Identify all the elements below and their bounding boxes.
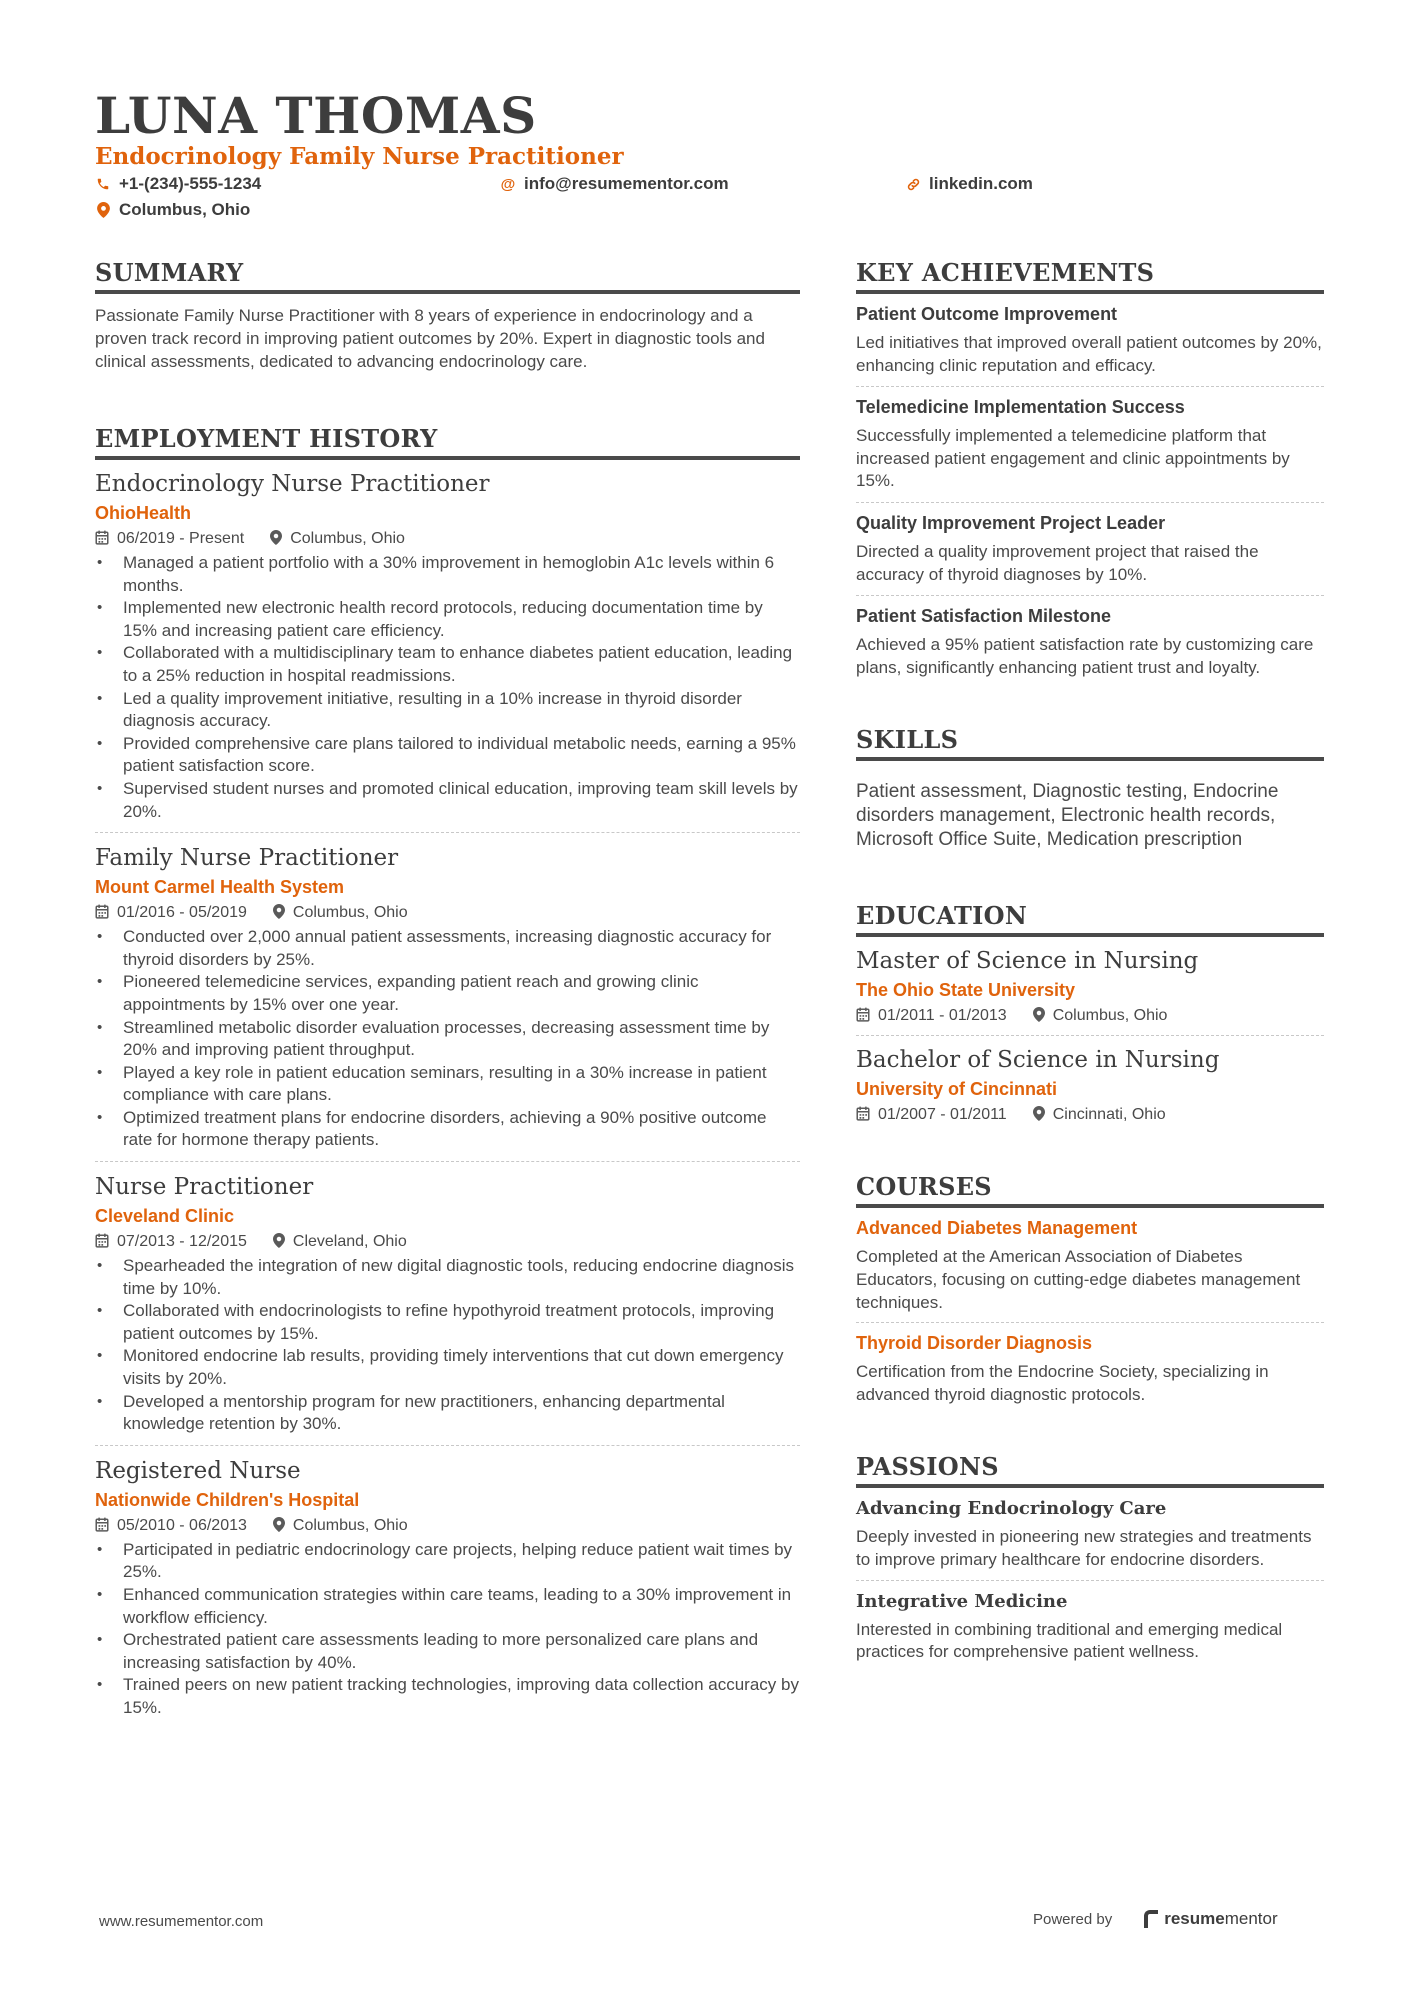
summary-section [95, 258, 800, 373]
calendar-icon [95, 1517, 109, 1535]
school-name: The Ohio State University [856, 980, 1076, 1001]
date-location-row [95, 1517, 800, 1535]
achievement-desc: Successfully implemented a telemedicine platform that increased patient engagement and clinic appointments by 15%. [856, 426, 1290, 491]
location: Cleveland, Ohio [292, 1233, 407, 1251]
achievement-list [856, 294, 1324, 688]
course-item [856, 1322, 1324, 1414]
achievement-desc: Achieved a 95% patient satisfaction rate by customizing care plans, significantly enhancing patient trust and loyalty. [856, 635, 1314, 677]
calendar-icon [95, 1233, 109, 1251]
job-bullets [95, 926, 800, 1152]
degree-title: Bachelor of Science in Nursing [856, 1047, 1220, 1074]
course-title: Advanced Diabetes Management [856, 1218, 1138, 1239]
passions-section [856, 1452, 1324, 1671]
location-pin-icon [273, 1233, 285, 1251]
job-entry [95, 469, 800, 832]
course-desc: Certification from the Endocrine Society, specializing in advanced thyroid diagnostic protocols. [856, 1362, 1269, 1404]
summary-text: Passionate Family Nurse Practitioner with 8 years of experience in endocrinology and a proven track record in improving patient outcomes by 20%. Expert in diagnostic tools and clinical assessments, dedicated to advancing endocrinology care. [95, 306, 765, 371]
location-text: Columbus, Ohio [119, 200, 251, 219]
date-range: 07/2013 - 12/2015 [117, 1233, 247, 1251]
calendar-icon [95, 904, 109, 922]
education-section [856, 901, 1324, 1134]
achievement-desc: Led initiatives that improved overall patient outcomes by 20%, enhancing clinic reputation and efficacy. [856, 333, 1322, 375]
contact-email [500, 174, 729, 194]
bullet-item: • Collaborated with a multidisciplinary team to enhance diabetes patient education, leading to a 25% reduction in hospital readmissions. [95, 642, 800, 687]
achievement-item [856, 294, 1324, 386]
location-pin-icon [273, 904, 285, 922]
job-list [95, 469, 800, 1729]
bullet-item: • Collaborated with endocrinologists to refine hypothyroid treatment protocols, improving patient outcomes by 15%. [95, 1300, 800, 1345]
passion-desc: Deeply invested in pioneering new strategies and treatments to improve primary healthcare for endocrine disorders. [856, 1527, 1312, 1569]
location: Columbus, Ohio [1052, 1007, 1168, 1025]
left-column [95, 258, 800, 1729]
date-location-row [95, 904, 800, 922]
powered-by-label: Powered by [1033, 1910, 1113, 1928]
footer-powered [1033, 1909, 1278, 1929]
achievement-desc: Directed a quality improvement project that raised the accuracy of thyroid diagnoses by 10%. [856, 541, 1259, 584]
location-pin-icon [270, 530, 282, 548]
phone-icon [95, 177, 111, 191]
location-pin-icon [1033, 1007, 1045, 1025]
passion-list [856, 1488, 1324, 1671]
education-item [856, 1035, 1324, 1134]
employment-section [95, 424, 800, 1729]
phone-text[interactable]: +1-(234)-555-1234 [119, 174, 262, 193]
contact-phone [95, 174, 261, 194]
at-icon: @ [500, 175, 516, 193]
skills-section [856, 725, 1324, 852]
bullet-item: • Spearheaded the integration of new digital diagnostic tools, reducing endocrine diagnosis time by 10%. [95, 1255, 800, 1300]
linkedin-link[interactable]: linkedin.com [929, 174, 1033, 193]
skills-heading: SKILLS [856, 725, 1324, 761]
school-name: University of Cincinnati [856, 1079, 1058, 1100]
passion-title: Advancing Endocrinology Care [856, 1498, 1167, 1520]
passions-heading: PASSIONS [856, 1452, 1324, 1488]
date-range: 01/2007 - 01/2011 [878, 1106, 1007, 1124]
education-list [856, 937, 1324, 1134]
bullet-item: • Orchestrated patient care assessments leading to more personalized care plans and increasing satisfaction by 40%. [95, 1629, 800, 1674]
date-location-row [856, 1106, 1324, 1124]
bullet-item: • Streamlined metabolic disorder evaluation processes, decreasing assessment time by 20% and improving patient throughput. [95, 1017, 800, 1062]
courses-section [856, 1172, 1324, 1414]
location-pin-icon [273, 1517, 285, 1535]
link-icon [905, 177, 921, 192]
job-entry [95, 832, 800, 1161]
courses-heading: COURSES [856, 1172, 1324, 1208]
bullet-item: • Conducted over 2,000 annual patient assessments, increasing diagnostic accuracy for thyroid disorders by 25%. [95, 926, 800, 971]
calendar-icon [95, 530, 109, 548]
job-title: Endocrinology Nurse Practitioner [95, 471, 490, 497]
achievement-item [856, 595, 1324, 688]
bullet-item: • Played a key role in patient education seminars, resulting in a 30% increase in patient compliance with care plans. [95, 1062, 800, 1107]
contact-linkedin [905, 174, 1033, 194]
bullet-item: • Monitored endocrine lab results, providing timely interventions that cut down emergency visits by 20%. [95, 1345, 800, 1390]
contact-location [95, 200, 250, 220]
education-heading: EDUCATION [856, 901, 1324, 937]
skills-text: Patient assessment, Diagnostic testing, Endocrine disorders management, Electronic health records, Microsoft Office Suite, Medication prescription [856, 781, 1279, 851]
passion-item [856, 1580, 1324, 1672]
footer-website[interactable]: www.resumementor.com [99, 1913, 264, 1930]
course-list [856, 1208, 1324, 1414]
candidate-name: LUNA THOMAS [95, 86, 537, 145]
company-name: Cleveland Clinic [95, 1206, 235, 1227]
location: Columbus, Ohio [292, 1516, 408, 1534]
achievements-heading: KEY ACHIEVEMENTS [856, 258, 1324, 294]
location: Cincinnati, Ohio [1052, 1106, 1166, 1124]
bullet-item: • Developed a mentorship program for new practitioners, enhancing departmental knowledge retention by 30%. [95, 1391, 800, 1436]
course-title: Thyroid Disorder Diagnosis [856, 1333, 1093, 1354]
bullet-item: • Provided comprehensive care plans tailored to individual metabolic needs, earning a 95% patient satisfaction score. [95, 733, 800, 778]
achievement-item [856, 502, 1324, 595]
bullet-item: • Supervised student nurses and promoted clinical education, improving team skill levels by 20%. [95, 778, 800, 823]
brand-mark-icon [1144, 1910, 1158, 1928]
date-location-row [856, 1007, 1324, 1025]
right-column [856, 258, 1324, 1672]
job-bullets [95, 1539, 800, 1720]
date-range: 01/2016 - 05/2019 [117, 904, 247, 922]
date-range: 05/2010 - 06/2013 [117, 1516, 247, 1534]
passion-desc: Interested in combining traditional and emerging medical practices for comprehensive patient wellness. [856, 1619, 1283, 1662]
company-name: Mount Carmel Health System [95, 877, 345, 898]
passion-title: Integrative Medicine [856, 1590, 1068, 1612]
location: Columbus, Ohio [292, 904, 408, 922]
education-item [856, 937, 1324, 1035]
brand-resume: resume [1164, 1909, 1225, 1928]
bullet-item: • Managed a patient portfolio with a 30% improvement in hemoglobin A1c levels within 6 months. [95, 552, 800, 597]
calendar-icon [856, 1007, 870, 1025]
course-desc: Completed at the American Association of Diabetes Educators, focusing on cutting-edge diabetes management techniques. [856, 1247, 1301, 1312]
degree-title: Master of Science in Nursing [856, 948, 1199, 975]
job-entry [95, 1445, 800, 1729]
summary-heading: SUMMARY [95, 258, 800, 294]
job-title: Nurse Practitioner [95, 1174, 314, 1201]
job-title: Registered Nurse [95, 1457, 301, 1484]
job-bullets [95, 1255, 800, 1436]
date-location-row [95, 1233, 800, 1251]
achievement-item [856, 386, 1324, 502]
achievements-section [856, 258, 1324, 688]
company-name: OhioHealth [95, 503, 192, 523]
bullet-item: • Optimized treatment plans for endocrine disorders, achieving a 90% positive outcome rate for hormone therapy patients. [95, 1107, 800, 1152]
bullet-item: • Trained peers on new patient tracking technologies, improving data collection accuracy by 15%. [95, 1674, 800, 1719]
company-name: Nationwide Children's Hospital [95, 1489, 360, 1510]
candidate-role: Endocrinology Family Nurse Practitioner [95, 143, 624, 170]
course-item [856, 1208, 1324, 1322]
passion-item [856, 1488, 1324, 1579]
location-pin-icon [95, 202, 111, 218]
bullet-item: • Pioneered telemedicine services, expanding patient reach and growing clinic appointments by 15% over one year. [95, 971, 800, 1016]
bullet-item: • Participated in pediatric endocrinology care projects, helping reduce patient wait times by 25%. [95, 1539, 800, 1584]
bullet-item: • Enhanced communication strategies within care teams, leading to a 30% improvement in workflow efficiency. [95, 1584, 800, 1629]
job-entry [95, 1161, 800, 1445]
location-pin-icon [1033, 1106, 1045, 1124]
bullet-item: • Implemented new electronic health record protocols, reducing documentation time by 15% and increasing patient care efficiency. [95, 597, 800, 642]
achievement-title: Telemedicine Implementation Success [856, 397, 1185, 418]
date-location-row [95, 530, 800, 548]
achievement-title: Quality Improvement Project Leader [856, 512, 1166, 533]
calendar-icon [856, 1106, 870, 1124]
job-title: Family Nurse Practitioner [95, 845, 399, 872]
brand-mentor: mentor [1224, 1909, 1278, 1928]
achievement-title: Patient Outcome Improvement [856, 304, 1118, 324]
employment-heading: EMPLOYMENT HISTORY [95, 424, 800, 460]
achievement-title: Patient Satisfaction Milestone [856, 606, 1112, 627]
brand-logo[interactable] [1144, 1909, 1277, 1929]
email-link[interactable]: info@resumementor.com [524, 174, 729, 193]
bullet-item: • Led a quality improvement initiative, resulting in a 10% increase in thyroid disorder diagnosis accuracy. [95, 688, 800, 733]
job-bullets [95, 552, 800, 823]
location: Columbus, Ohio [290, 530, 405, 547]
date-range: 01/2011 - 01/2013 [878, 1007, 1007, 1025]
date-range: 06/2019 - Present [117, 530, 245, 547]
